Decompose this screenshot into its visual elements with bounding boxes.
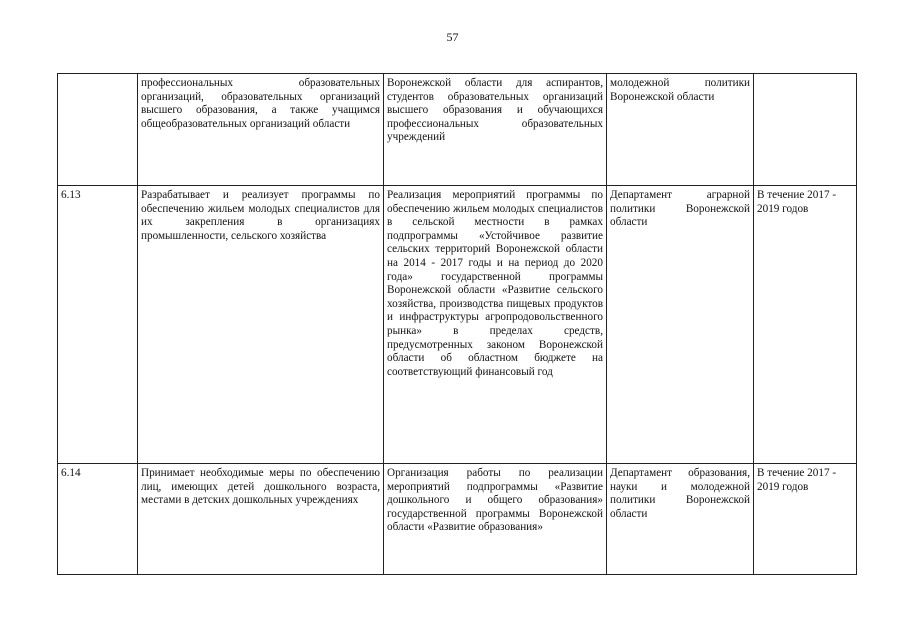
cell-function: Разрабатывает и реализует программы по обеспечению жильем молодых специалистов для их закрепления в организациях промышленности, сельского хозяйства	[138, 186, 384, 464]
measures-table	[57, 73, 857, 575]
table-row	[58, 464, 857, 575]
cell-term: В течение 2017 - 2019 годов	[754, 186, 857, 464]
cell-activity: Реализация мероприятий программы по обеспечению жильем молодых специалистов в сельской местности в рамках подпрограммы «Устойчивое развитие сельских территорий Воронежской области на 2014 - 2017 годы и на период до 2020 года» государственной программы Воронежской области «Развитие сельского хозяйства, производства пищевых продуктов и инфраструктуры агропродовольственного рынка» в пределах средств, предусмотренных законом Воронежской области об областном бюджете на соответствующий финансовый год	[384, 186, 607, 464]
cell-activity: Воронежской области для аспирантов, студентов образовательных организаций высшего образования и обучающихся профессиональных образовательных учреждений	[384, 74, 607, 186]
cell-item-number: 6.14	[58, 464, 138, 575]
cell-executor: Департамент образования, науки и молодежной политики Воронежской области	[607, 464, 754, 575]
table-row	[58, 186, 857, 464]
cell-executor: молодежной политики Воронежской области	[607, 74, 754, 186]
page-number: 57	[446, 30, 459, 44]
cell-term: В течение 2017 - 2019 годов	[754, 464, 857, 575]
table-row	[58, 74, 857, 186]
cell-item-number	[58, 74, 138, 186]
cell-function: профессиональных образовательных организаций, образовательных организаций высшего образования, а также учащимся общеобразовательных организаций области	[138, 74, 384, 186]
cell-item-number: 6.13	[58, 186, 138, 464]
cell-executor: Департамент аграрной политики Воронежской области	[607, 186, 754, 464]
cell-term	[754, 74, 857, 186]
cell-activity: Организация работы по реализации мероприятий подпрограммы «Развитие дошкольного и общего образования» государственной программы Воронежской области «Развитие образования»	[384, 464, 607, 575]
cell-function: Принимает необходимые меры по обеспечению лиц, имеющих детей дошкольного возраста, местами в детских дошкольных учреждениях	[138, 464, 384, 575]
